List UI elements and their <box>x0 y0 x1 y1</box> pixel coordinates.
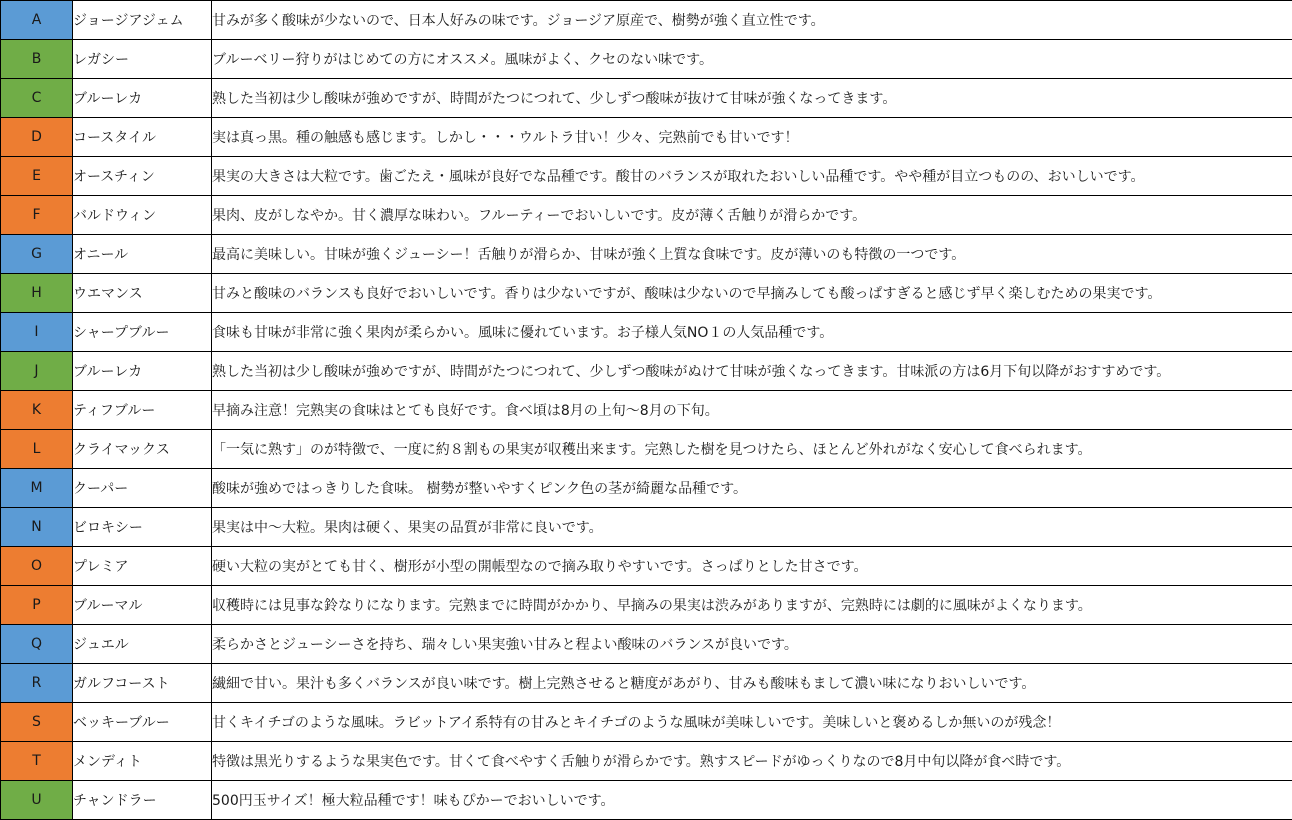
variety-description-cell[interactable]: 甘くキイチゴのような風味。ラビットアイ系特有の甘みとキイチゴのような風味が美味しいです。美味しいと褒めるしか無いのが残念！ <box>212 703 1292 742</box>
variety-name-cell[interactable]: クライマックス <box>73 430 212 469</box>
variety-name-cell[interactable]: ブルーレカ <box>73 79 212 118</box>
variety-code-cell[interactable]: C <box>1 79 73 118</box>
table-row <box>1 274 1292 313</box>
table-row <box>1 157 1292 196</box>
table-row <box>1 313 1292 352</box>
table-row <box>1 586 1292 625</box>
variety-description-cell[interactable]: 果肉、皮がしなやか。甘く濃厚な味わい。フルーティーでおいしいです。皮が薄く舌触りが滑らかです。 <box>212 196 1292 235</box>
table-row <box>1 118 1292 157</box>
variety-name-cell[interactable]: バルドウィン <box>73 196 212 235</box>
variety-name-cell[interactable]: レガシー <box>73 40 212 79</box>
variety-code-cell[interactable]: M <box>1 469 73 508</box>
table-row <box>1 625 1292 664</box>
variety-name-cell[interactable]: シャープブルー <box>73 313 212 352</box>
table-row <box>1 469 1292 508</box>
variety-name-cell[interactable]: クーパー <box>73 469 212 508</box>
variety-name-cell[interactable]: メンディト <box>73 742 212 781</box>
variety-code-cell[interactable]: Q <box>1 625 73 664</box>
variety-code-cell[interactable]: F <box>1 196 73 235</box>
table-row <box>1 430 1292 469</box>
variety-name-cell[interactable]: ティフブルー <box>73 391 212 430</box>
table-row <box>1 547 1292 586</box>
variety-name-cell[interactable]: ジュエル <box>73 625 212 664</box>
variety-description-cell[interactable]: 特徴は黒光りするような果実色です。甘くて食べやすく舌触りが滑らかです。熟すスピードがゆっくりなので8月中旬以降が食べ時です。 <box>212 742 1292 781</box>
variety-code-cell[interactable]: T <box>1 742 73 781</box>
variety-code-cell[interactable]: H <box>1 274 73 313</box>
variety-code-cell[interactable]: O <box>1 547 73 586</box>
variety-description-cell[interactable]: 実は真っ黒。種の触感も感じます。しかし・・・ウルトラ甘い！少々、完熟前でも甘いです！ <box>212 118 1292 157</box>
variety-code-cell[interactable]: U <box>1 781 73 820</box>
table-row <box>1 352 1292 391</box>
variety-description-cell[interactable]: 早摘み注意！完熟実の食味はとても良好です。食べ頃は8月の上旬～8月の下旬。 <box>212 391 1292 430</box>
variety-description-cell[interactable]: 柔らかさとジューシーさを持ち、瑞々しい果実強い甘みと程よい酸味のバランスが良いです。 <box>212 625 1292 664</box>
variety-code-cell[interactable]: B <box>1 40 73 79</box>
variety-code-cell[interactable]: D <box>1 118 73 157</box>
variety-description-cell[interactable]: 500円玉サイズ！極大粒品種です！味もぴかーでおいしいです。 <box>212 781 1292 820</box>
variety-name-cell[interactable]: プレミア <box>73 547 212 586</box>
variety-description-cell[interactable]: 果実は中～大粒。果肉は硬く、果実の品質が非常に良いです。 <box>212 508 1292 547</box>
variety-table-body <box>1 1 1292 820</box>
variety-name-cell[interactable]: ウエマンス <box>73 274 212 313</box>
variety-description-cell[interactable]: 食味も甘味が非常に強く果肉が柔らかい。風味に優れています。お子様人気NO１の人気品種です。 <box>212 313 1292 352</box>
variety-code-cell[interactable]: I <box>1 313 73 352</box>
variety-code-cell[interactable]: S <box>1 703 73 742</box>
variety-code-cell[interactable]: J <box>1 352 73 391</box>
variety-code-cell[interactable]: A <box>1 1 73 40</box>
variety-code-cell[interactable]: L <box>1 430 73 469</box>
variety-description-cell[interactable]: 熟した当初は少し酸味が強めですが、時間がたつにつれて、少しずつ酸味がぬけて甘味が強くなってきます。甘味派の方は6月下旬以降がおすすめです。 <box>212 352 1292 391</box>
table-row <box>1 1 1292 40</box>
variety-description-cell[interactable]: 繊細で甘い。果汁も多くバランスが良い味です。樹上完熟させると糖度があがり、甘みも酸味もまして濃い味になりおいしいです。 <box>212 664 1292 703</box>
variety-name-cell[interactable]: ガルフコースト <box>73 664 212 703</box>
variety-description-cell[interactable]: 硬い大粒の実がとても甘く、樹形が小型の開帳型なので摘み取りやすいです。さっぱりとした甘さです。 <box>212 547 1292 586</box>
variety-name-cell[interactable]: ジョージアジェム <box>73 1 212 40</box>
table-row <box>1 40 1292 79</box>
table-row <box>1 79 1292 118</box>
variety-name-cell[interactable]: コースタイル <box>73 118 212 157</box>
variety-description-cell[interactable]: 酸味が強めではっきりした食味。 樹勢が整いやすくピンク色の茎が綺麗な品種です。 <box>212 469 1292 508</box>
variety-description-cell[interactable]: 収穫時には見事な鈴なりになります。完熟までに時間がかかり、早摘みの果実は渋みがありますが、完熟時には劇的に風味がよくなります。 <box>212 586 1292 625</box>
variety-code-cell[interactable]: K <box>1 391 73 430</box>
table-row <box>1 508 1292 547</box>
variety-code-cell[interactable]: G <box>1 235 73 274</box>
variety-name-cell[interactable]: オニール <box>73 235 212 274</box>
variety-name-cell[interactable]: ブルーレカ <box>73 352 212 391</box>
variety-name-cell[interactable]: ベッキーブルー <box>73 703 212 742</box>
variety-name-cell[interactable]: ビロキシー <box>73 508 212 547</box>
variety-description-cell[interactable]: 最高に美味しい。甘味が強くジューシー！舌触りが滑らか、甘味が強く上質な食味です。皮が薄いのも特徴の一つです。 <box>212 235 1292 274</box>
variety-name-cell[interactable]: チャンドラー <box>73 781 212 820</box>
variety-description-cell[interactable]: ブルーベリー狩りがはじめての方にオススメ。風味がよく、クセのない味です。 <box>212 40 1292 79</box>
variety-description-cell[interactable]: 果実の大きさは大粒です。歯ごたえ・風味が良好でな品種です。酸甘のバランスが取れたおいしい品種です。やや種が目立つものの、おいしいです。 <box>212 157 1292 196</box>
variety-name-cell[interactable]: ブルーマル <box>73 586 212 625</box>
table-row <box>1 664 1292 703</box>
variety-name-cell[interactable]: オースチィン <box>73 157 212 196</box>
table-row <box>1 391 1292 430</box>
table-row <box>1 742 1292 781</box>
variety-code-cell[interactable]: P <box>1 586 73 625</box>
variety-description-cell[interactable]: 甘みと酸味のバランスも良好でおいしいです。香りは少ないですが、酸味は少ないので早摘みしても酸っぱすぎると感じず早く楽しむための果実です。 <box>212 274 1292 313</box>
table-row <box>1 781 1292 820</box>
table-row <box>1 703 1292 742</box>
variety-description-cell[interactable]: 「一気に熟す」のが特徴で、一度に約８割もの果実が収穫出来ます。完熟した樹を見つけたら、ほとんど外れがなく安心して食べられます。 <box>212 430 1292 469</box>
table-row <box>1 235 1292 274</box>
table-row <box>1 196 1292 235</box>
variety-code-cell[interactable]: N <box>1 508 73 547</box>
variety-code-cell[interactable]: R <box>1 664 73 703</box>
variety-description-cell[interactable]: 甘みが多く酸味が少ないので、日本人好みの味です。ジョージア原産で、樹勢が強く直立性です。 <box>212 1 1292 40</box>
variety-description-cell[interactable]: 熟した当初は少し酸味が強めですが、時間がたつにつれて、少しずつ酸味が抜けて甘味が強くなってきます。 <box>212 79 1292 118</box>
variety-code-cell[interactable]: E <box>1 157 73 196</box>
